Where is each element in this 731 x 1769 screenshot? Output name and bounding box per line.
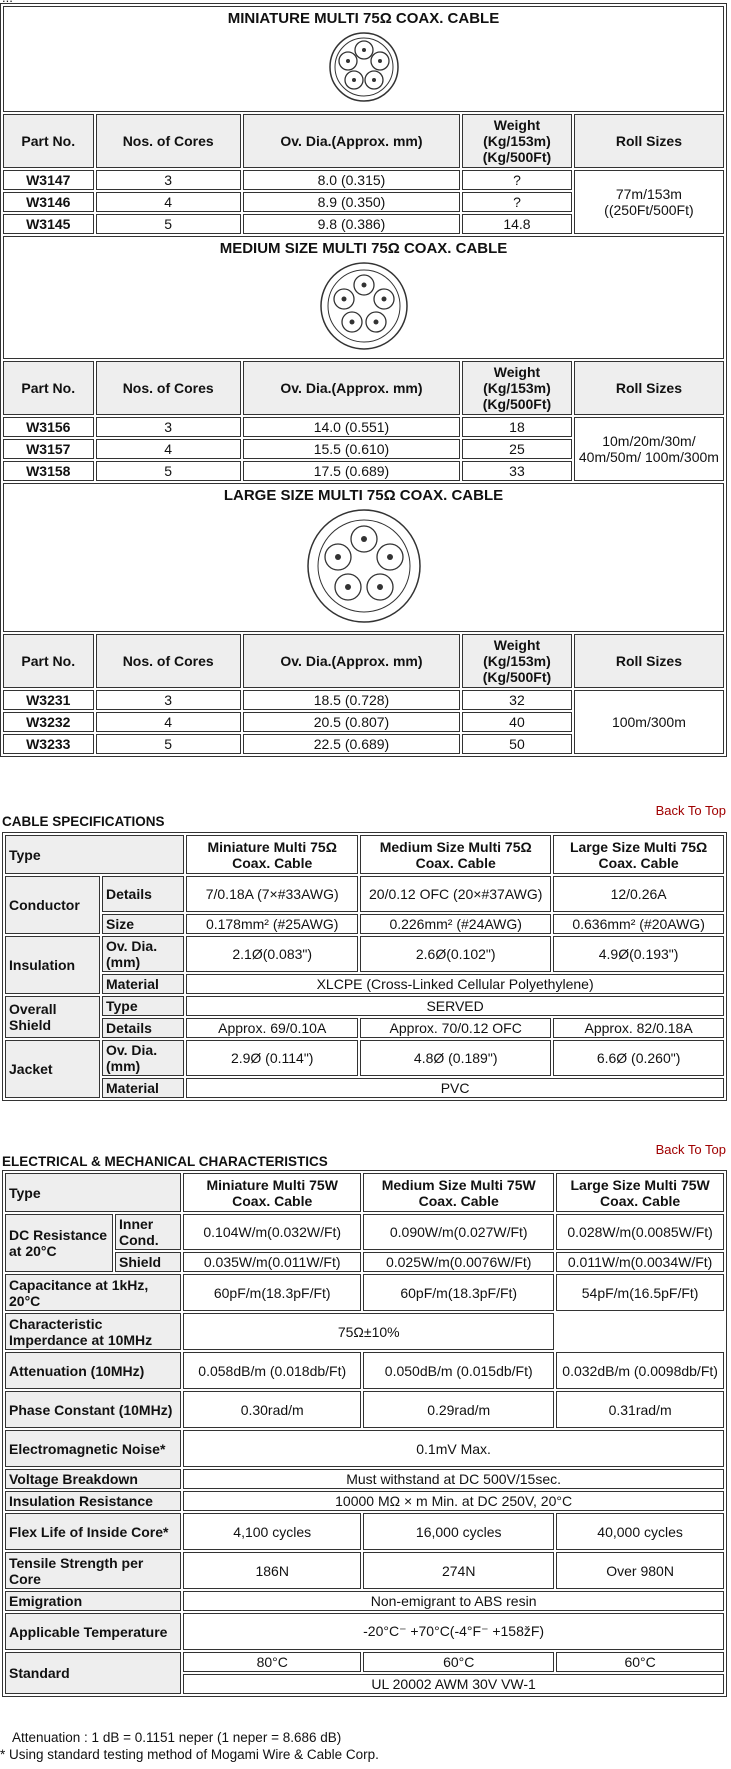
- ins-dia-medium: 2.6Ø(0.102"): [360, 936, 551, 972]
- roll-sizes: 100m/300m: [574, 690, 724, 754]
- spec-col-large: Large Size Multi 75Ω Coax. Cable: [553, 835, 724, 874]
- header-cores: Nos. of Cores: [96, 634, 241, 688]
- header-weight: Weight (Kg/153m) (Kg/500Ft): [462, 634, 572, 688]
- shield-label: Shield: [115, 1252, 181, 1272]
- header-cores: Nos. of Cores: [96, 361, 241, 415]
- weight: 18: [462, 417, 572, 437]
- shield-medium: 0.025W/m(0.0076W/Ft): [363, 1252, 554, 1272]
- header-weight: Weight (Kg/153m) (Kg/500Ft): [462, 114, 572, 168]
- weight: ?: [462, 192, 572, 212]
- header-ov-dia: Ov. Dia.(Approx. mm): [243, 634, 460, 688]
- jacket-dia-large: 6.6Ø (0.260"): [553, 1040, 724, 1076]
- jacket-label: Jacket: [5, 1040, 100, 1098]
- cond-size-miniature: 0.178mm² (#25AWG): [186, 914, 358, 934]
- att-medium: 0.050dB/m (0.015db/Ft): [363, 1352, 554, 1389]
- cores: 3: [96, 417, 241, 437]
- header-roll-sizes: Roll Sizes: [574, 114, 724, 168]
- jacket-material: PVC: [186, 1078, 724, 1098]
- header-part-no: Part No.: [3, 634, 94, 688]
- flex-life-label: Flex Life of Inside Core*: [5, 1513, 181, 1550]
- temperature-label: Applicable Temperature: [5, 1613, 181, 1650]
- ins-dia-miniature: 2.1Ø(0.083"): [186, 936, 358, 972]
- shield-details-miniature: Approx. 69/0.10A: [186, 1018, 358, 1038]
- ov-dia: 20.5 (0.807): [243, 712, 460, 732]
- size-label: Size: [102, 914, 184, 934]
- back-to-top-link[interactable]: Back To Top: [655, 1142, 726, 1157]
- phase-miniature: 0.30rad/m: [183, 1391, 361, 1428]
- insulation-resistance-value: 10000 MΩ × m Min. at DC 250V, 20°C: [183, 1491, 724, 1511]
- roll-sizes: 10m/20m/30m/ 40m/50m/ 100m/300m: [574, 417, 724, 481]
- table-row: [3, 170, 724, 190]
- section-title: MEDIUM SIZE MULTI 75Ω COAX. CABLE: [219, 240, 508, 257]
- weight: 50: [462, 734, 572, 754]
- part-no: W3146: [3, 192, 94, 212]
- weight: 33: [462, 461, 572, 481]
- header-part-no: Part No.: [3, 114, 94, 168]
- ov-dia: 18.5 (0.728): [243, 690, 460, 710]
- ins-material: XLCPE (Cross-Linked Cellular Polyethylene): [186, 974, 724, 994]
- spec-type-label: Type: [5, 835, 184, 874]
- table-row: [3, 417, 724, 437]
- standard-label: Standard: [5, 1652, 181, 1694]
- ov-dia-label: Ov. Dia. (mm): [102, 936, 184, 972]
- header-part-no: Part No.: [3, 361, 94, 415]
- medium-cable-cross-section-icon: [318, 260, 410, 352]
- ov-dia: 14.0 (0.551): [243, 417, 460, 437]
- overall-shield-label: Overall Shield: [5, 996, 100, 1038]
- shield-type-label: Type: [102, 996, 184, 1016]
- testing-note: * Using standard testing method of Mogami Wire & Cable Corp.: [0, 1747, 379, 1762]
- ov-dia: 8.0 (0.315): [243, 170, 460, 190]
- shield-details-medium: Approx. 70/0.12 OFC: [360, 1018, 551, 1038]
- section-miniature: [3, 6, 724, 112]
- voltage-breakdown-value: Must withstand at DC 500V/15sec.: [183, 1469, 724, 1489]
- section-large: [3, 483, 724, 632]
- ov-dia: 8.9 (0.350): [243, 192, 460, 212]
- miniature-cable-cross-section-icon: [327, 30, 401, 104]
- weight: ?: [462, 170, 572, 190]
- header-cores: Nos. of Cores: [96, 114, 241, 168]
- attenuation-note: Attenuation : 1 dB = 0.1151 neper (1 neper = 8.686 dB): [12, 1730, 342, 1745]
- spec-col-medium: Medium Size Multi 75Ω Coax. Cable: [360, 835, 551, 874]
- cap-medium: 60pF/m(18.3pF/Ft): [363, 1274, 554, 1311]
- capacitance-label: Capacitance at 1kHz, 20°C: [5, 1274, 181, 1311]
- part-no: W3233: [3, 734, 94, 754]
- att-large: 0.032dB/m (0.0098db/Ft): [556, 1352, 724, 1389]
- jacket-ov-dia-label: Ov. Dia. (mm): [102, 1040, 184, 1076]
- part-no: W3156: [3, 417, 94, 437]
- jacket-material-label: Material: [102, 1078, 184, 1098]
- cores: 4: [96, 712, 241, 732]
- em-noise-value: 0.1mV Max.: [183, 1430, 724, 1467]
- std-large: 60°C: [556, 1652, 724, 1672]
- part-no: W3147: [3, 170, 94, 190]
- insulation-label: Insulation: [5, 936, 100, 994]
- cap-large: 54pF/m(16.5pF/Ft): [556, 1274, 724, 1311]
- att-miniature: 0.058dB/m (0.018db/Ft): [183, 1352, 361, 1389]
- tens-large: Over 980N: [556, 1552, 724, 1589]
- flex-miniature: 4,100 cycles: [183, 1513, 361, 1550]
- std-ul: UL 20002 AWM 30V VW-1: [183, 1674, 724, 1694]
- std-miniature: 80°C: [183, 1652, 361, 1672]
- insulation-resistance-label: Insulation Resistance: [5, 1491, 181, 1511]
- weight: 14.8: [462, 214, 572, 234]
- tens-miniature: 186N: [183, 1552, 361, 1589]
- elec-col-medium: Medium Size Multi 75W Coax. Cable: [363, 1173, 554, 1212]
- section-title: MINIATURE MULTI 75Ω COAX. CABLE: [227, 10, 500, 27]
- cond-size-large: 0.636mm² (#20AWG): [553, 914, 724, 934]
- voltage-breakdown-label: Voltage Breakdown: [5, 1469, 181, 1489]
- emigration-label: Emigration: [5, 1591, 181, 1611]
- large-cable-cross-section-icon: [305, 507, 423, 625]
- attenuation-label: Attenuation (10MHz): [5, 1352, 181, 1389]
- impedance-value: 75Ω±10%: [183, 1313, 554, 1350]
- tens-medium: 274N: [363, 1552, 554, 1589]
- std-medium: 60°C: [363, 1652, 554, 1672]
- cond-size-medium: 0.226mm² (#24AWG): [360, 914, 551, 934]
- jacket-dia-miniature: 2.9Ø (0.114"): [186, 1040, 358, 1076]
- weight: 25: [462, 439, 572, 459]
- temperature-value: -20°C⁻ +70°C(-4°F⁻ +158žF): [183, 1613, 724, 1650]
- elec-col-large: Large Size Multi 75W Coax. Cable: [556, 1173, 724, 1212]
- details-label: Details: [102, 876, 184, 912]
- phase-medium: 0.29rad/m: [363, 1391, 554, 1428]
- cond-details-large: 12/0.26A: [553, 876, 724, 912]
- em-noise-label: Electromagnetic Noise*: [5, 1430, 181, 1467]
- electrical-characteristics-table: [2, 1170, 727, 1697]
- part-no: W3157: [3, 439, 94, 459]
- weight: 32: [462, 690, 572, 710]
- ov-dia: 22.5 (0.689): [243, 734, 460, 754]
- cond-details-miniature: 7/0.18A (7×#33AWG): [186, 876, 358, 912]
- cable-specifications-table: [2, 832, 727, 1101]
- ov-dia: 15.5 (0.610): [243, 439, 460, 459]
- jacket-dia-medium: 4.8Ø (0.189"): [360, 1040, 551, 1076]
- ov-dia: 9.8 (0.386): [243, 214, 460, 234]
- cable-parts-table: [0, 3, 727, 757]
- empty-cell: [556, 1313, 724, 1350]
- weight: 40: [462, 712, 572, 732]
- inner-cond-label: Inner Cond.: [115, 1214, 181, 1250]
- shield-miniature: 0.035W/m(0.011W/Ft): [183, 1252, 361, 1272]
- back-to-top-link[interactable]: Back To Top: [655, 803, 726, 818]
- elec-type-label: Type: [5, 1173, 181, 1212]
- material-label: Material: [102, 974, 184, 994]
- ins-dia-large: 4.9Ø(0.193"): [553, 936, 724, 972]
- shield-details-large: Approx. 82/0.18A: [553, 1018, 724, 1038]
- cores: 4: [96, 439, 241, 459]
- impedance-label: Characteristic Imperdance at 10MHz: [5, 1313, 181, 1350]
- header-ov-dia: Ov. Dia.(Approx. mm): [243, 114, 460, 168]
- part-no: W3232: [3, 712, 94, 732]
- header-weight: Weight (Kg/153m) (Kg/500Ft): [462, 361, 572, 415]
- header-roll-sizes: Roll Sizes: [574, 361, 724, 415]
- inner-medium: 0.090W/m(0.027W/Ft): [363, 1214, 554, 1250]
- elec-col-miniature: Miniature Multi 75W Coax. Cable: [183, 1173, 361, 1212]
- inner-large: 0.028W/m(0.0085W/Ft): [556, 1214, 724, 1250]
- table-row: [3, 690, 724, 710]
- shield-type: SERVED: [186, 996, 724, 1016]
- ov-dia: 17.5 (0.689): [243, 461, 460, 481]
- spec-col-miniature: Miniature Multi 75Ω Coax. Cable: [186, 835, 358, 874]
- part-no: W3145: [3, 214, 94, 234]
- cores: 3: [96, 170, 241, 190]
- phase-constant-label: Phase Constant (10MHz): [5, 1391, 181, 1428]
- cores: 5: [96, 214, 241, 234]
- inner-miniature: 0.104W/m(0.032W/Ft): [183, 1214, 361, 1250]
- electrical-title: ELECTRICAL & MECHANICAL CHARACTERISTICS: [2, 1154, 328, 1169]
- dc-resistance-label: DC Resistance at 20°C: [5, 1214, 113, 1272]
- cond-details-medium: 20/0.12 OFC (20×#37AWG): [360, 876, 551, 912]
- header-ov-dia: Ov. Dia.(Approx. mm): [243, 361, 460, 415]
- part-no: W3158: [3, 461, 94, 481]
- shield-large: 0.011W/m(0.0034W/Ft): [556, 1252, 724, 1272]
- header-roll-sizes: Roll Sizes: [574, 634, 724, 688]
- cap-miniature: 60pF/m(18.3pF/Ft): [183, 1274, 361, 1311]
- cable-specifications-title: CABLE SPECIFICATIONS: [2, 814, 165, 829]
- cores: 5: [96, 461, 241, 481]
- flex-large: 40,000 cycles: [556, 1513, 724, 1550]
- conductor-label: Conductor: [5, 876, 100, 934]
- section-title: LARGE SIZE MULTI 75Ω COAX. CABLE: [223, 487, 504, 504]
- tensile-strength-label: Tensile Strength per Core: [5, 1552, 181, 1589]
- cores: 3: [96, 690, 241, 710]
- phase-large: 0.31rad/m: [556, 1391, 724, 1428]
- emigration-value: Non-emigrant to ABS resin: [183, 1591, 724, 1611]
- cores: 4: [96, 192, 241, 212]
- shield-details-label: Details: [102, 1018, 184, 1038]
- roll-sizes: 77m/153m ((250Ft/500Ft): [574, 170, 724, 234]
- part-no: W3231: [3, 690, 94, 710]
- cores: 5: [96, 734, 241, 754]
- flex-medium: 16,000 cycles: [363, 1513, 554, 1550]
- section-medium: [3, 236, 724, 359]
